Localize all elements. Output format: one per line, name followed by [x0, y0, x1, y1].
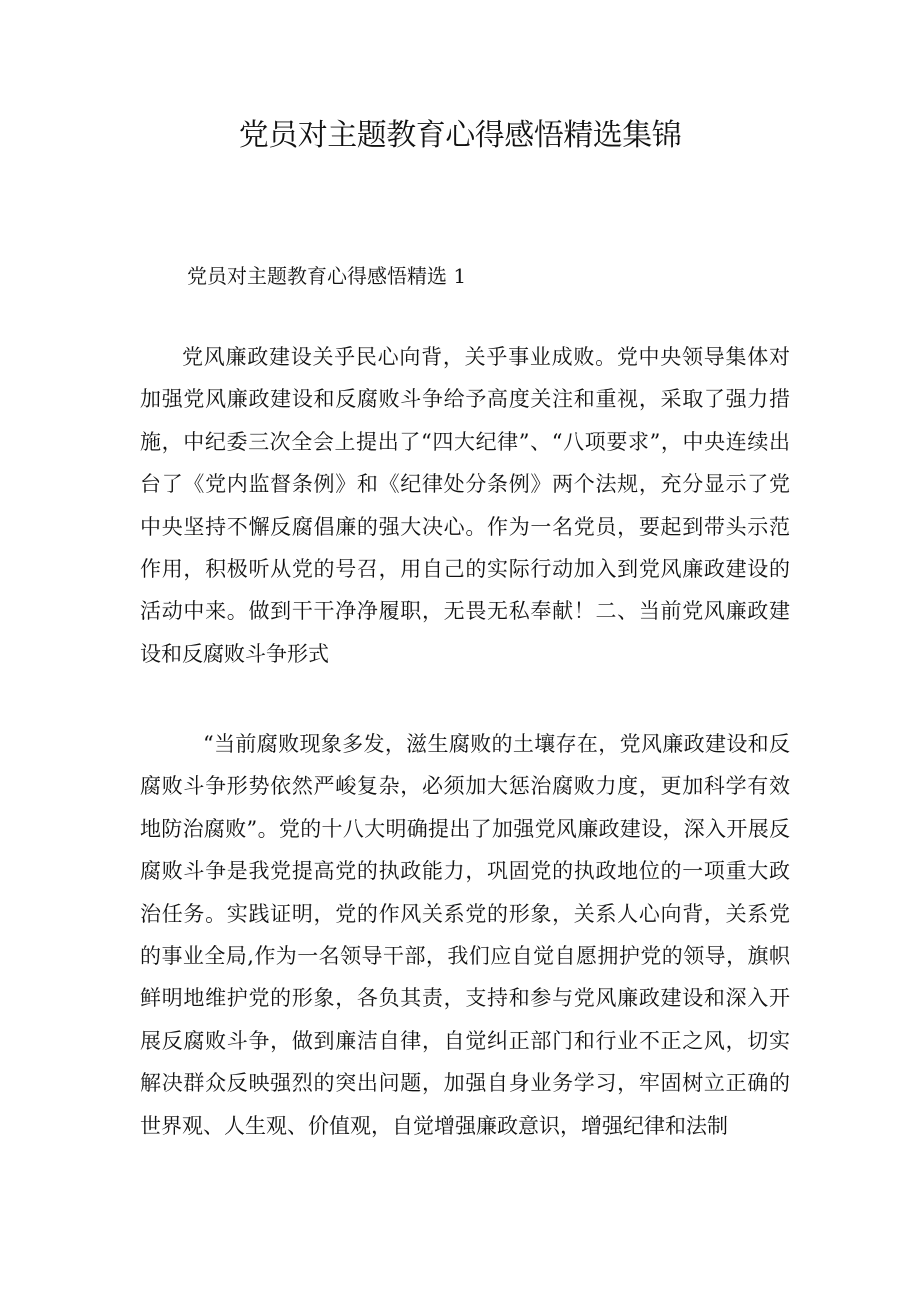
body-paragraph-2: “当前腐败现象多发，滋生腐败的土壤存在，党风廉政建设和反腐败斗争形势依然严峻复杂，必须加大惩治腐败力度，更加科学有效地防治腐败”。党的十八大明确提出了加强党风廉政建设，深入开展反腐败斗争是我党提高党的执政能力，巩固党的执政地位的一项重大政治任务。实践证明，党的作风关系党的形象，关系人心向背，关系党的事业全局,作为一名领导干部，我们应自觉自愿拥护党的领导，旗帜鲜明地维护党的形象，各负其责，支持和参与党风廉政建设和深入开展反腐败斗争，做到廉洁自律，自觉纠正部门和行业不正之风，切实解决群众反映强烈的突出问题，加强自身业务学习，牢固树立正确的世界观、人生观、价值观，自觉增强廉政意识，增强纪律和法制: [140, 732, 790, 1138]
document-title: 党员对主题教育心得感悟精选集锦: [238, 118, 682, 153]
section-heading: 党员对主题教育心得感悟精选 1: [187, 264, 467, 288]
body-paragraph-1: 党风廉政建设关乎民心向背，关乎事业成败。党中央领导集体对加强党风廉政建设和反腐败斗争给予高度关注和重视，采取了强力措施，中纪委三次全会上提出了“四大纪律”、“八项要求”，中央连续出台了《党内监督条例》和《纪律处分条例》两个法规，充分显示了党中央坚持不懈反腐倡廉的强大决心。作为一名党员，要起到带头示范作用，积极听从党的号召，用自己的实际行动加入到党风廉政建设的活动中来。做到干干净净履职，无畏无私奉献！二、当前党风廉政建设和反腐败斗争形式: [140, 345, 790, 666]
